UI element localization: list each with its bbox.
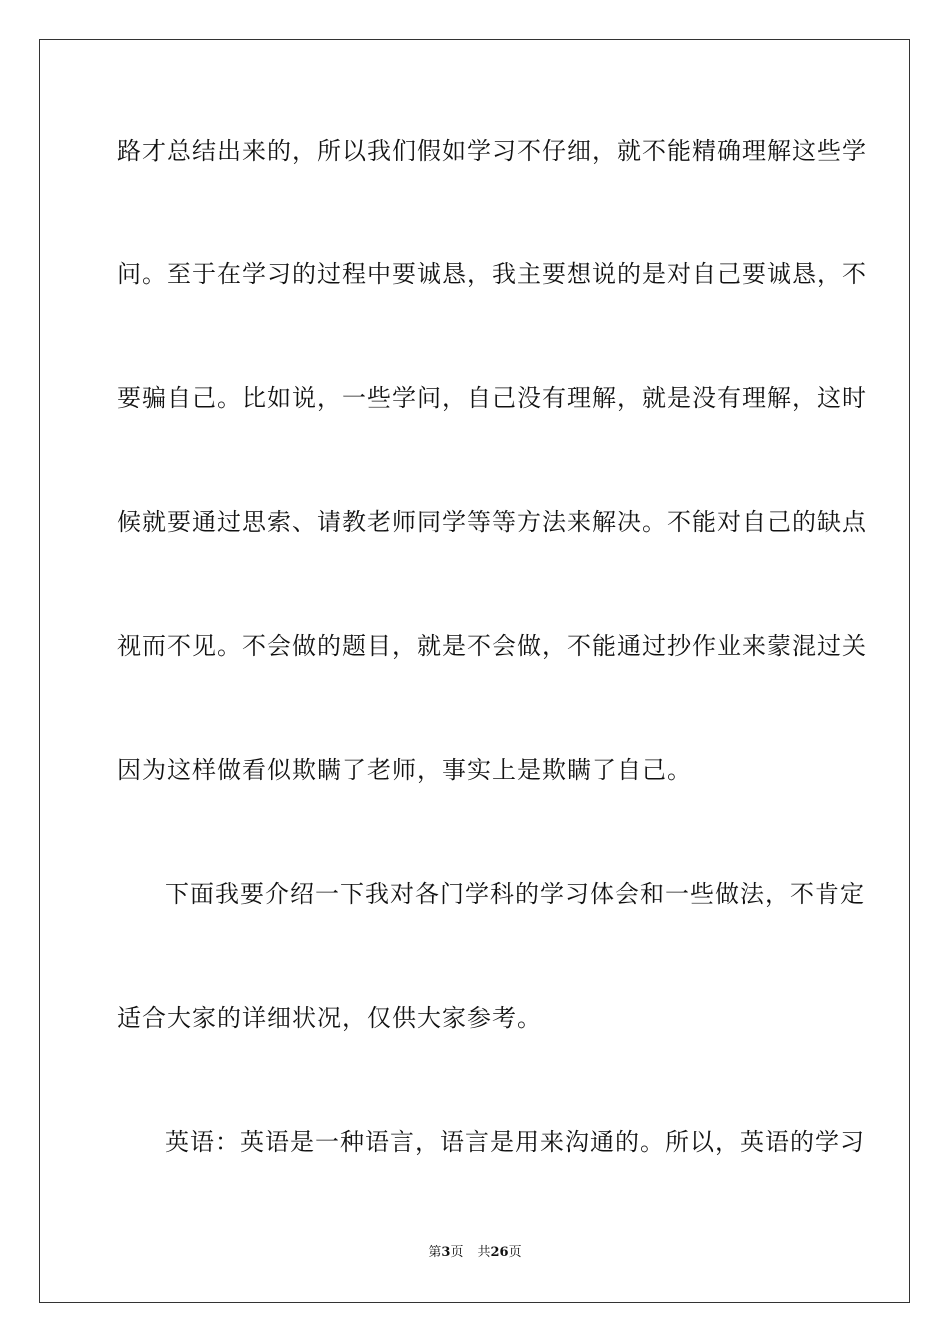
body-line-5: 视而不见。不会做的题目，就是不会做，不能通过抄作业来蒙混过关 bbox=[117, 632, 867, 660]
body-line-2: 问。至于在学习的过程中要诚恳，我主要想说的是对自己要诚恳，不 bbox=[117, 260, 867, 288]
page-border bbox=[39, 39, 910, 1303]
body-line-4: 候就要通过思索、请教老师同学等等方法来解决。不能对自己的缺点 bbox=[117, 508, 867, 536]
paragraph-2-line-1: 下面我要介绍一下我对各门学科的学习体会和一些做法，不肯定 bbox=[165, 880, 865, 908]
body-line-1: 路才总结出来的，所以我们假如学习不仔细，就不能精确理解这些学 bbox=[117, 137, 867, 165]
total-prefix: 共 bbox=[477, 1245, 491, 1260]
paragraph-3-line-1: 英语：英语是一种语言，语言是用来沟通的。所以，英语的学习 bbox=[165, 1128, 865, 1156]
page-number: 3 bbox=[441, 1245, 451, 1260]
paragraph-2-line-2: 适合大家的详细状况，仅供大家参考。 bbox=[117, 1004, 542, 1032]
page-footer bbox=[0, 1244, 950, 1262]
page-prefix: 第 bbox=[428, 1245, 442, 1260]
total-suffix: 页 bbox=[508, 1245, 522, 1260]
total-pages: 26 bbox=[490, 1245, 509, 1260]
body-line-3: 要骗自己。比如说，一些学问，自己没有理解，就是没有理解，这时 bbox=[117, 384, 867, 412]
page-suffix: 页 bbox=[450, 1245, 464, 1260]
body-line-6: 因为这样做看似欺瞒了老师，事实上是欺瞒了自己。 bbox=[117, 756, 692, 784]
